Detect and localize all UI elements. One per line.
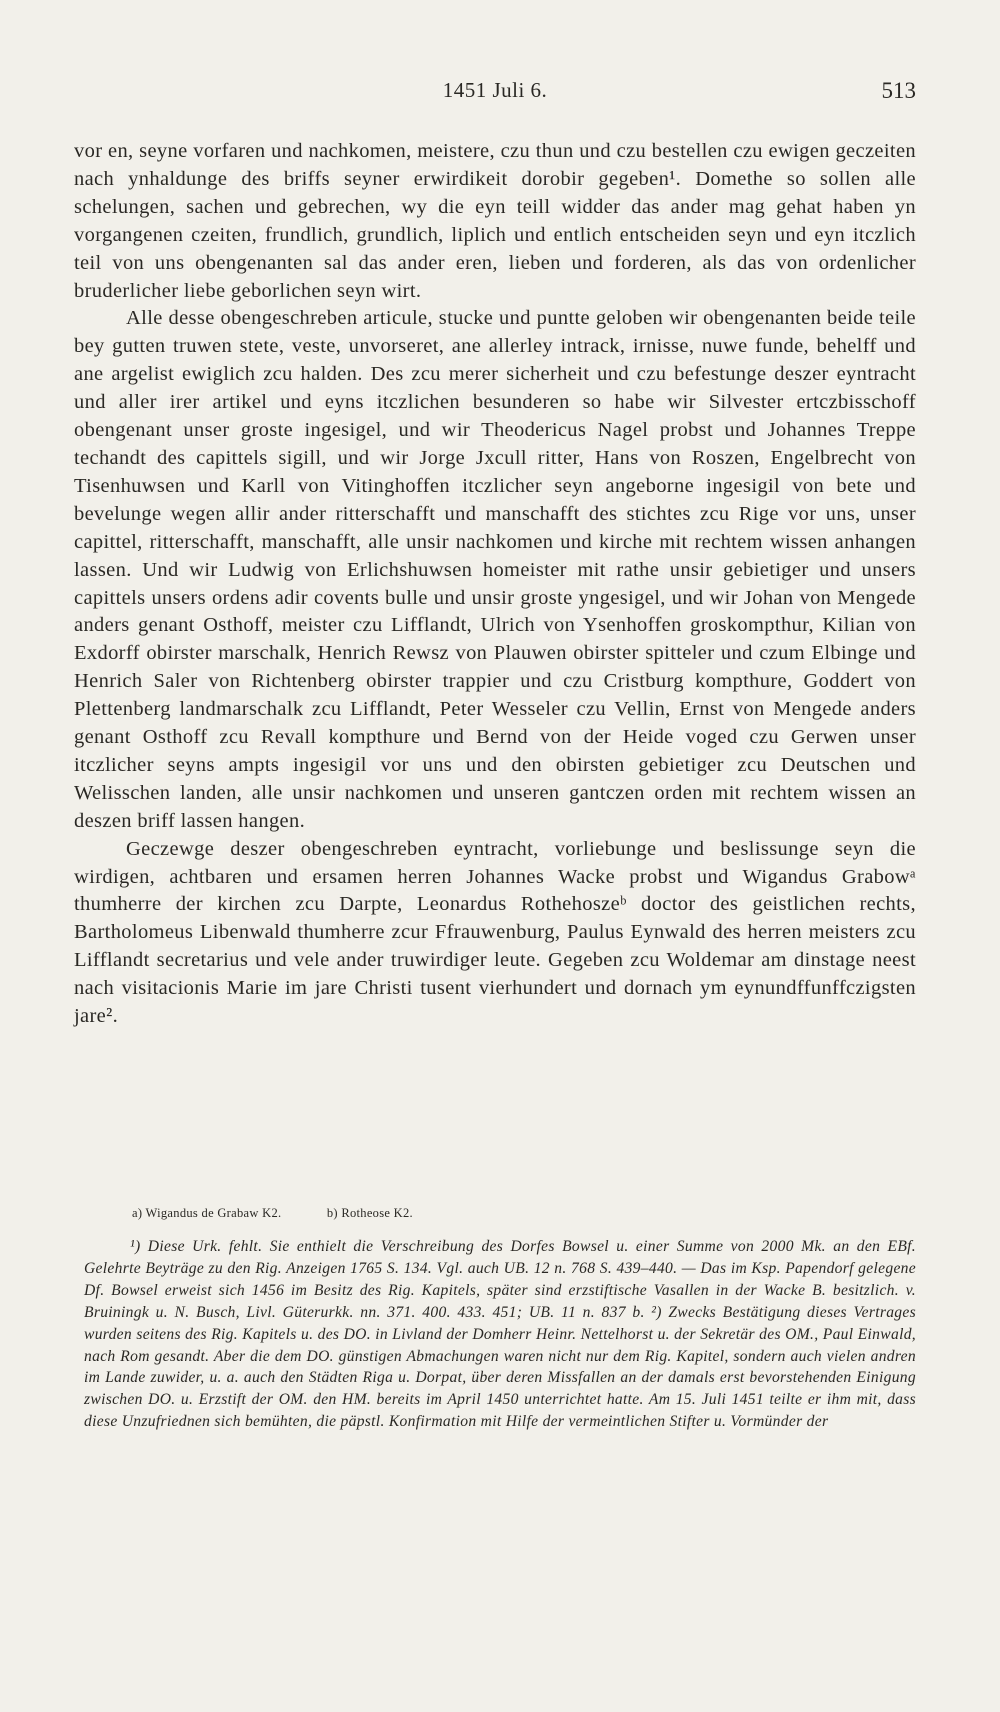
paragraph-3: Geczewge deszer obengeschreben eyntracht, vorliebunge und beslissunge seyn die wirdigen, achtbaren und ersamen herren Johannes Wacke probst und Wigandus Grabowᵃ thumherre der kirchen zcu Darpte, Leonardus Rothehoszeᵇ doctor des geistlichen rechts, Bartholomeus Libenwald thumherre zcur Ffrauwenburg, Paulus Eynwald des herren meisters zcu Lifflandt secretarius und vele ander truwirdiger leute. Gegeben zcu Woldemar am dinstage neest nach visitacionis Marie im jare Christi tusent vierhundert und dornach ym eynundffunffczigsten jare².	[74, 837, 916, 1028]
running-head-date: 1451 Juli 6.	[442, 78, 548, 102]
paragraph-1: vor en, seyne vorfaren und nachkomen, meistere, czu thun und czu bestellen czu ewigen geczeiten nach ynhaldunge des briffs seyner erwirdikeit dorobir gegeben¹. Domethe so sollen alle schelungen, sachen und gebrechen, wy die eyn teill widder das ander mag gehat haben yn vorgangenen czeiten, frundlich, grundlich, liplich und entlich entscheiden seyn und eyn itczlich teil von uns obengenanten sal das ander eren, lieben und forderen, als das von ordenlicher bruderlicher liebe geborlichen seyn wirt.	[74, 140, 916, 302]
textual-variants	[132, 1206, 912, 1221]
footnotes	[84, 1236, 916, 1433]
variant-a: a) Wigandus de Grabaw K2.	[132, 1206, 282, 1220]
paragraph-2: Alle desse obengeschreben articule, stucke und puntte geloben wir obengenanten beide teile bey gutten truwen stete, veste, unvorseret, ane allerley intrack, irnisse, nuwe funde, behelff und ane argelist ewiglich zcu halden. Des zcu merer sicherheit und czu befestunge deszer eyntracht und aller irer artikel und eyns itczlichen besunderen so habe wir Silvester ertczbisschoff obengenant unser groste ingesigel, und wir Theodericus Nagel probst und Johannes Treppe techandt des capittels sigill, und wir Jorge Jxcull ritter, Hans von Roszen, Engelbrecht von Tisenhuwsen und Karll von Vitinghoffen itczlicher seyn angeborne ingesigil von bete und bevelunge wegen allir ander ritterschafft und manschafft des stichtes zcu Rige vor uns, unser capittel, ritterschafft, manschafft, alle unsir nachkomen und kirche mit rechtem wissen anhangen lassen. Und wir Ludwig von Erlichshuwsen homeister mit rathe unsir gebietiger und unsers capittels unsers ordens adir covents bulle und unsir groste yngesigel, und wir Johan von Mengede anders genant Osthoff, meister czu Lifflandt, Ulrich von Ysenhoffen groskompthur, Kilian von Exdorff obirster marschalk, Henrich Rewsz von Plauwen obirster spitteler und czum Elbinge und Henrich Saler von Richtenberg obirster trappier und czu Cristburg kompthure, Goddert von Plettenberg landmarschalk zcu Lifflandt, Peter Wesseler czu Vellin, Ernst von Mengede anders genant Osthoff zcu Revall kompthure und Bernd von der Heide voged czu Gerwen unser itczlicher seyns ampts ingesigil vor uns und den obirsten gebietiger zcu Deutschen und Welisschen landen, alle unsir nachkomen und unseren gantczen orden mit rechtem wissen an deszen briff lassen hangen.	[74, 307, 916, 832]
footnote-text: ¹) Diese Urk. fehlt. Sie enthielt die Verschreibung des Dorfes Bowsel u. einer Summe von 2000 Mk. an den EBf. Gelehrte Beyträge zu den Rig. Anzeigen 1765 S. 134. Vgl. auch UB. 12 n. 768 S. 439–440. — Das im Ksp. Papendorf gelegene Df. Bowsel erweist sich 1456 im Besitz des Rig. Kapitels, später sind erzstiftische Vasallen in der Wacke B. besitzlich. v. Bruiningk u. N. Busch, Livl. Güterurkk. nn. 371. 400. 433. 451; UB. 11 n. 837 b. ²) Zwecks Bestätigung dieses Vertrages wurden seitens des Rig. Kapitels u. des DO. in Livland der Domherr Heinr. Nettelhorst u. der Sekretär des OM., Paul Einwald, nach Rom gesandt. Aber die dem DO. günstigen Abmachungen waren nicht nur dem Rig. Kapitel, sondern auch vielen andren im Lande zuwider, u. a. auch den Städten Riga u. Dorpat, über deren Missfallen an der damals erst bevorstehenden Einigung zwischen DO. u. Erzstift der OM. den HM. bereits im April 1450 unterrichtet hatte. Am 15. Juli 1451 teilte er ihm mit, dass diese Unzufriednen sich bemühten, die päpstl. Konfirmation mit Hilfe der vermeintlichen Stifter u. Vormünder der	[84, 1238, 916, 1431]
running-head	[74, 78, 916, 108]
main-text	[74, 138, 916, 1031]
page-number: 513	[881, 78, 916, 103]
variant-b: b) Rotheose K2.	[326, 1206, 413, 1220]
